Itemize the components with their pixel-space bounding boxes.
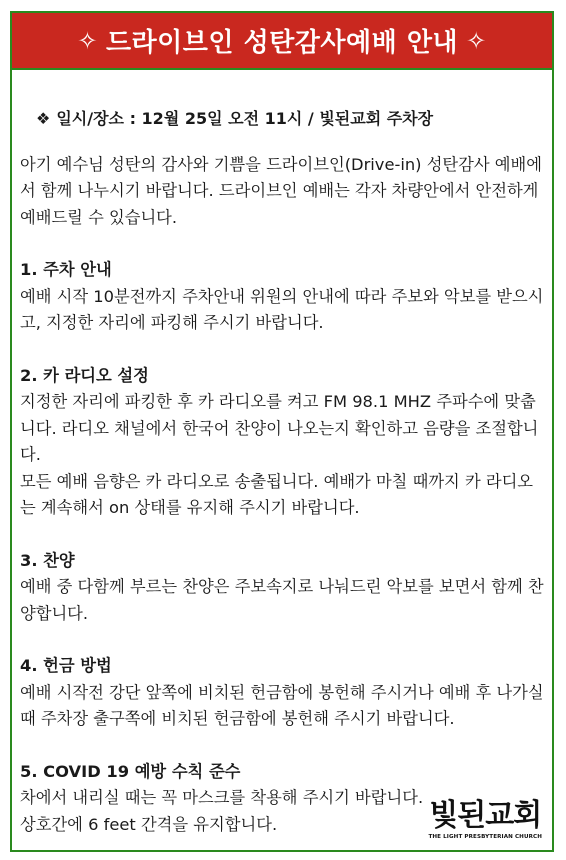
section-title: 3. 찬양 bbox=[20, 550, 75, 570]
section-text: 상호간에 6 feet 간격을 유지합니다. bbox=[20, 814, 278, 834]
section-text: 예배 시작전 강단 앞쪽에 비치된 헌금함에 봉헌해 주시거나 예배 후 나가실 때 주차장 출구쪽에 비치된 헌금함에 봉헌해 주시기 바랍니다. bbox=[20, 682, 544, 728]
logo-name: 빛된교회 bbox=[429, 798, 542, 833]
section-praise bbox=[20, 548, 544, 628]
section-title: 2. 카 라디오 설정 bbox=[20, 365, 149, 385]
section-car-radio bbox=[20, 363, 544, 522]
date-location bbox=[20, 106, 544, 133]
page-title: 드라이브인 성탄감사예배 안내 bbox=[105, 28, 459, 58]
title-banner bbox=[12, 13, 552, 70]
sparkle-icon-left: ✧ bbox=[77, 26, 98, 55]
intro-paragraph: 아기 예수님 성탄의 감사와 기쁨을 드라이브인(Drive-in) 성탄감사 예배에서 함께 나누시기 바랍니다. 드라이브인 예배는 각자 차량안에서 안전하게 예배드릴 수 있습니다. bbox=[20, 154, 542, 227]
date-location-text: 일시/장소 : 12월 25일 오전 11시 / 빛된교회 주차장 bbox=[56, 109, 434, 128]
section-text: 지정한 자리에 파킹한 후 카 라디오를 켜고 FM 98.1 MHZ 주파수에 맞춥니다. 라디오 채널에서 한국어 찬양이 나오는지 확인하고 음량을 조절합니다. bbox=[20, 392, 539, 464]
notice-frame bbox=[10, 11, 554, 852]
section-text: 예배 중 다함께 부르는 찬양은 주보속지로 나눠드린 악보를 보면서 함께 찬양합니다. bbox=[20, 577, 544, 623]
section-title: 1. 주차 안내 bbox=[20, 260, 112, 279]
logo-subtitle: THE LIGHT PRESBYTERIAN CHURCH bbox=[428, 834, 542, 840]
section-title: 4. 헌금 방법 bbox=[20, 656, 112, 675]
section-text: 차에서 내리실 때는 꼭 마스크를 착용해 주시기 바랍니다. bbox=[20, 788, 424, 807]
section-text: 예배 시작 10분전까지 주차안내 위원의 안내에 따라 주보와 악보를 받으시고, 지정한 자리에 파킹해 주시기 바랍니다. bbox=[20, 286, 544, 332]
section-offering bbox=[20, 653, 544, 733]
notice-body bbox=[20, 70, 544, 838]
section-title: 5. COVID 19 예방 수칙 준수 bbox=[20, 761, 241, 781]
section-parking bbox=[20, 257, 544, 337]
sparkle-icon-right: ✧ bbox=[466, 26, 487, 55]
diamond-bullet-icon: ❖ bbox=[36, 109, 51, 128]
church-logo bbox=[428, 800, 542, 840]
section-text: 모든 예배 음향은 카 라디오로 송출됩니다. 예배가 마칠 때까지 카 라디오는 계속해서 on 상태를 유지해 주시기 바랍니다. bbox=[20, 471, 534, 517]
